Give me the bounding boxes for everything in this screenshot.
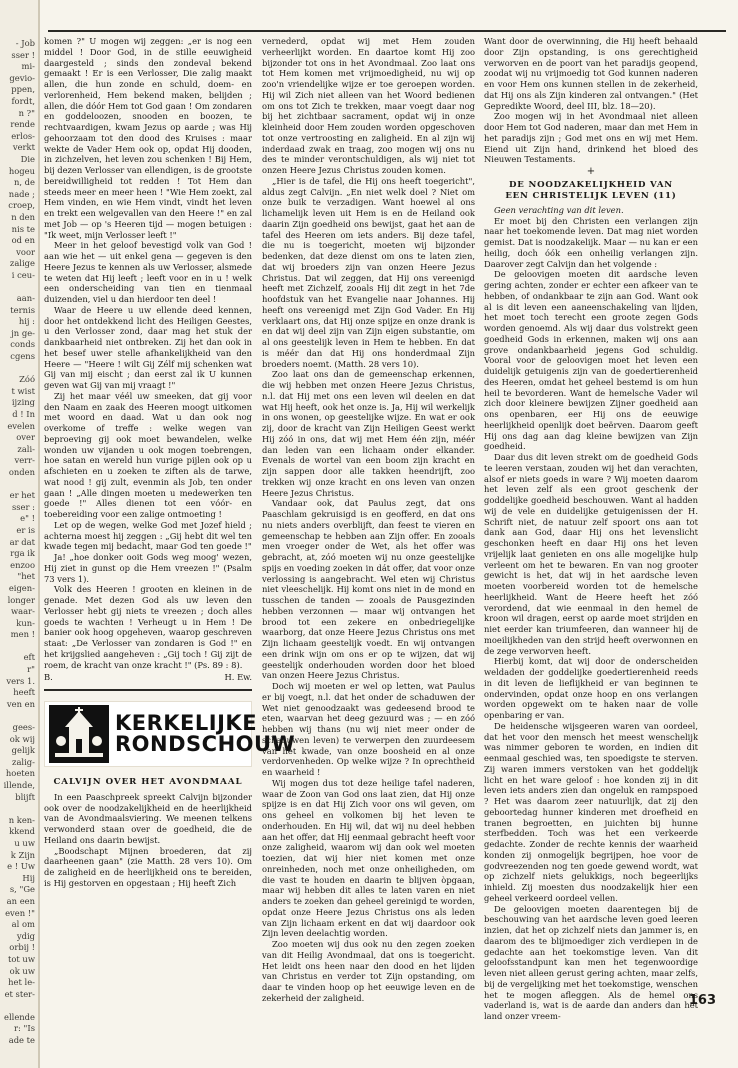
- banner-title-line-2: RONDSCHOUW: [115, 732, 296, 756]
- spine-line: s, "Ge: [9, 884, 35, 895]
- spine-line: "het: [17, 571, 35, 582]
- spine-line: verr-: [14, 455, 35, 466]
- spine-line: [0, 363, 35, 375]
- spine-line: er is: [16, 524, 35, 535]
- spine-line: zalige: [9, 258, 35, 269]
- column-2: [262, 36, 475, 1031]
- spine-line: r": [27, 664, 35, 675]
- paragraph: „Boodschapt Mijnen broederen, dat zij daarheenen gaan" (zie Matth. 28 vers 10). Om de zaligheid en de heerlijkheid ons te bereiden, is Hij gestorven en opgestaan ; Hij heeft Zich: [44, 845, 252, 888]
- spine-line: - Job: [15, 38, 35, 48]
- spine-line: ven en: [6, 698, 35, 709]
- spine-line: rga ik: [10, 548, 35, 559]
- spine-line: gevio-: [9, 72, 35, 83]
- church-logo-icon: [49, 705, 109, 763]
- spine-line: verkt: [12, 142, 35, 153]
- spine-line: men !: [10, 629, 35, 640]
- spine-line: Hij: [22, 872, 35, 883]
- spine-line: enzoo: [10, 559, 35, 570]
- spine-line: ok wij: [9, 733, 35, 744]
- spine-line: hogeu: [8, 165, 35, 176]
- spine-line: longer: [7, 594, 35, 605]
- paragraph: Er moet bij den Christen een verlangen zijn naar het toekomende leven. Dat mag niet worden gemist. Dat is noodzakelijk. Maar — nu kan er een heilig, doch óók een onheilig verlangen zijn. Daarover zegt Calvijn dan het volgende :: [484, 215, 698, 269]
- spine-line: i ceu-: [11, 269, 35, 280]
- spine-line: zalig-: [12, 756, 35, 767]
- spine-line: evelen: [7, 420, 35, 431]
- paragraph: Zoo mogen wij in het Avondmaal niet alleen door Hem tot God naderen, maar dan met Hem in het paradijs zijn ; God met ons en wij met Hem. Eiend uit Zijn hand, drinkend het bloed des Nieuwen Testaments.: [484, 111, 698, 165]
- signature-line: [44, 672, 252, 683]
- paragraph: Volk des Heeren ! grooten en kleinen in de genade. Met dezen God als uw leven den Verlosser hebt gij niets te vreezen ; doch alles goeds te wachten ! Verheugt u in Hem ! De banier ook hoog opgeheven, waarop geschreven staat: „De Verlosser van zondaren is God !" en het krijgslied aangeheven : „Gij toch ! Gij zijt de roem, de kracht van onze kracht !" (Ps. 89 : 8).: [44, 584, 252, 670]
- paragraph: Let op de wegen, welke God met Jozef hield ; achterna moest hij zeggen : „Gij hebt dit wel ten kwade tegen mij bedacht, maar God ten goede !": [44, 519, 252, 552]
- spine-line: od en: [11, 235, 35, 246]
- spine-line: vers 1.: [6, 675, 35, 686]
- spine-line: [0, 641, 35, 653]
- spine-line: gees-: [12, 722, 35, 733]
- spine-line: croep,: [8, 200, 35, 211]
- spine-line: kkend: [9, 826, 35, 837]
- spine-line: illende,: [3, 780, 35, 790]
- spine-line: e ! Uw: [7, 861, 35, 872]
- spine-line: orbij !: [9, 942, 35, 953]
- spine-line: ydig: [16, 930, 35, 941]
- spine-line: fordt,: [11, 95, 35, 106]
- spine-line: [0, 710, 35, 722]
- cross-ornament: +: [586, 166, 596, 177]
- spine-line: mi-: [21, 61, 35, 72]
- section-heading: CALVIJN OVER HET AVONDMAAL: [53, 777, 243, 787]
- paragraph: vernederd, opdat wij met Hem zouden verheerlijkt worden. En daartoe komt Hij zoo bijzonder tot ons in het Avondmaal. Zoo laat ons tot Hem komen met vrijmoedigheid, nu wij op zoo'n vriendelijke wijze er toe geroepen worden. Hij wil Zich niet alleen van het Woord bedienen om ons tot Zich te trekken, maar voegt daar nog bij het zichtbaar sacrament, opdat wij in onze kleinheid door Hem zouden worden opgeschoven tot onze vertroosting en zaligheid. En al zijn wij inderdaad zwak en traag, zoo mogen wij ons nu des te minder verontschuldigen, als wij niet tot onzen Heere Jezus Christus zouden komen.: [262, 36, 475, 175]
- paragraph: Vandaar ook, dat Paulus zegt, dat ons Paaschlam gekruisigd is en geofferd, en dat ons nu niets anders overblijft, dan feest te vieren en gemeenschap te hebben aan Zijn offer. En zooals men vroeger onder de Wet, als het offer was gebracht, at, zóó moeten wij nu onze geestelijke spijs en voeding zoeken in dát offer, dat voor onze verlossing is aangebracht. Wel eten wij Christus niet vleeschelijk. Hij komt ons niet in de mond en tusschen de tanden — zooals de Pausgezinden hebben verzonnen — maar wij ontvangen het brood tot een zekere en onbedriegelijke waarborg, dat onze Heere Jezus Christus ons met Zijn lichaam geestelijk voedt. En wij ontvangen een drink wijn om ons er op te wijzen, dat wij geestelijk onderhouden worden door het bloed van onzen Heere Jezus Christus.: [262, 498, 475, 681]
- spine-line: jn ge-: [11, 327, 35, 338]
- spine-line: t wist: [11, 385, 35, 396]
- spine-line: [0, 803, 35, 815]
- spine-line: u uw: [14, 837, 35, 848]
- spine-line: cgens: [10, 351, 35, 362]
- spine-line: conds: [10, 339, 35, 350]
- paragraph: Zij het maar véél uw smeeken, dat gij voor den Naam en zaak des Heeren moogt uitkomen met woord en daad. Wat u dan ook nog overkome of treffe : welke wegen van beproeving gij ook moet bewandelen, welke wonden uw vijanden u ook mogen toebrengen, hoe satan en wereld hun vurige pijlen ook op u afschieten en u zoeken te ziften als de tarwe, wat nood ! gij zult, evenmin als Job, ten onder gaan ! „Alle dingen moeten u medewerken ten goede !" Alles dienen tot een vóór- en toebereiding voor een zalige ontmoeting !: [44, 390, 252, 519]
- spine-line: [0, 479, 35, 491]
- spine-text: [0, 0, 38, 1047]
- paragraph: „Hier is de tafel, die Hij ons heeft toegericht", aldus zegt Calvijn. „En niet welk doel ? Niet om onze buik te verzadigen. Want hoewel al ons lichamelijk leven uit Hem is en de Heiland ook daarin Zijn goedheid ons bewijst, gaat het aan de tafel des Heeren om iets anders. Bij deze tafel, die nu is toegericht, moeten wij bijzonder bedenken, dat deze dienst om ons te laten zien, dat wij broeders zijn van onzen Heere Jezus Christus. Dat wil zeggen, dat Hij ons vereenigd heeft met Zichzelf, zooals Hij dit zegt in het 7de hoofdstuk van het Evangelie naar Johannes. Hij heeft ons vereenigd met Zijn God Vader. En Hij verklaart ons, dat Hij onze spijze en onze drank is en dat wij deel zijn van Zijn eigen substantie, om al ons geestelijk leven in Hem te hebben. En dat is méér dan dat Hij ons honderdmaal Zijn broeders noemt. (Matth. 28 vers 10).: [262, 175, 475, 369]
- spine-line: n ken-: [8, 814, 35, 825]
- paragraph: Daar dus dit leven strekt om de goedheid Gods te leeren verstaan, zouden wij het dan verachten, alsof er niets goeds in ware ? Wij moeten daarom het leven zelf als een groot geschenk der goddelijke goedheid beschouwen. Want al hadden wij de vele en duidelijke getuigenissen der H. Schrift niet, de natuur zelf spoort ons aan tot dank aan God, daar Hij ons het levenslicht geschonken heeft en daar Hij ons het leven vrijelijk laat genieten en ons alle mogelijke hulp verleent om het te bewaren. En van nog grooter gewicht is het, dat wij in het aardsche leven moeten voorbereid worden tot de hemelsche heerlijkheid. Want de Heere heeft het zóó verordend, dat wie eenmaal in den hemel de kroon wil dragen, eerst op aarde moet strijden en niet eerder kan triumfeeren, dan wanneer hij de moeilijkheden van den strijd heeft overwonnen en de zege verworven heeft.: [484, 452, 698, 656]
- paragraph: Want door de overwinning, die Hij heeft behaald door Zijn opstanding, is ons gerechtigheid verworven en de poort van het paradijs geopend, zoodat wij nu vrijmoedig tot God kunnen naderen en voor Hem ons kunnen stellen in de zekerheid, dat Hij ons als Zijn kinderen zal ontvangen." (Het Gepredikte Woord, deel III, blz. 18—20).: [484, 36, 698, 111]
- spine-line: tot uw: [8, 953, 35, 964]
- spine-line: ijzing: [11, 397, 35, 408]
- spine-line: et ster-: [4, 988, 35, 999]
- column-1: [44, 36, 296, 1031]
- spine-line: nade ;: [8, 188, 35, 199]
- spine-line: voor: [16, 246, 35, 257]
- spine-line: an een: [6, 895, 35, 906]
- spine-line: zali-: [17, 443, 35, 454]
- spine-line: ellende: [4, 1011, 35, 1022]
- spine-line: k Zijn: [10, 849, 35, 860]
- signature-left: B.: [44, 672, 53, 683]
- banner-title-line-1: KERKELIJKE: [115, 711, 258, 735]
- paragraph: Waar de Heere u uw ellende deed kennen, door het ontdekkend licht des Heiligen Geestes, u den Verlosser zond, daar mag het stuk der dankbaarheid niet ontbreken. Zij het dan ook in het besef uwer stelle afhankelijkheid van den Heere — "Heere ! wilt Gij Zélf mij schenken wat Gij van mij eischt ; dan eerst zal ik U kunnen geven wat Gij van mij vraagt !": [44, 304, 252, 390]
- spine-line: even !": [5, 907, 35, 918]
- top-rule: [48, 30, 726, 32]
- paragraph: Doch wij moeten er wel op letten, wat Paulus er bij voegt, n.l. dat het onder de schaduwen der Wet niet genoodzaakt was gedeesend brood te eten, waarvan het deeg gezuurd was ; — en zóó hebben wij thans (nu wij niet meer onder de schaduwen leven) te verwerpen den zuurdeesem van het kwade, van onze boosheid en al onze verdorvenheden. Op welke wijze ? In oprechtheid en waarheid !: [262, 681, 475, 777]
- paragraph: Hierbij komt, dat wij door de onderscheiden weldaden der goddelijke goedertierenheid reeds in dit leven de lieflijkheid er van beginnen te ondervinden, opdat onze hoop en ons verlangen worden opgewekt om te haken naar de volle openbaring er van.: [484, 656, 698, 720]
- paragraph: Zoo laat ons dan de gemeenschap erkennen, die wij hebben met onzen Heere Jezus Christus, n.l. dat Hij met ons een leven wil deelen en dat wat Hij heeft, ook het onze is. Ja, Hij wil werkelijk in ons wonen, op geestelijke wijze. En wat er ook zij, door de kracht van Zijn Heiligen Geest werkt Hij zóó in ons, dat wij met Hem één zijn, méér dan leden van een lichaam onder elkander. Evenals de wortel van een boom zijn kracht en zijn sappen door alle takken heendrijft, zoo trekken wij onze kracht en ons leven van onzen Heere Jezus Christus.: [262, 369, 475, 498]
- spine-line: eigen-: [8, 582, 35, 593]
- spine-line: [0, 281, 35, 293]
- spine-line: over: [16, 432, 35, 443]
- spine-line: sser !: [11, 49, 35, 60]
- spine-line: erlos-: [11, 130, 35, 141]
- spine-line: d ! In: [12, 409, 35, 419]
- spine-line: [0, 1000, 35, 1012]
- section-heading-line-2: EEN CHRISTELIJK LEVEN (11): [505, 190, 677, 201]
- paragraph: In een Paaschpreek spreekt Calvijn bijzonder ook over de noodzakelijkheid en de heerlijkheid van de Avondmaalsviering. We meenen telkens verwonderd staan over de goedheid, die de Heiland ons daarin bewijst.: [44, 791, 252, 845]
- section-heading-line-1: DE NOODZAKELIJKHEID VAN: [509, 179, 673, 190]
- spine-line: sser :: [11, 501, 35, 512]
- spine-line: kun-: [16, 617, 35, 628]
- paragraph: Meer in het geloof bevestigd volk van God ! aan wie het — uit enkel gena — gegeven is den Heere Jezus te kennen als uw Verlosser, alsmede te weten dat Hij leeft ; leeft voor en in u ! welk een onderscheiding van tien en tienmaal duizenden, viel u dan hierdoor ten deel !: [44, 240, 252, 304]
- signature-right: H. Ew.: [224, 672, 252, 683]
- spine-line: blijft: [15, 791, 35, 802]
- spine-line: hoeten: [5, 768, 35, 779]
- column-3: [484, 36, 698, 1031]
- spine-line: n den: [11, 211, 35, 222]
- spine-line: er het: [9, 490, 35, 501]
- paragraph: Wij mogen dus tot deze heilige tafel naderen, waar de Zoon van God ons laat zien, dat Hij onze spijze is en dat Hij Zich voor ons wil geven, om ons geheel en volkomen bij het leven te onderhouden. En Hij wil, dat wij nu deel hebben aan het offer, dat Hij eenmaal gebracht heeft voor onze zaligheid, waarom wij dan ook wel moeten toezien, dat wij hier niet komen met onze onreinheden, noch met onze onheiligheden, om die vast te houden en daarin te blijven òpgaan, maar wij hebben dit alles te laten varen en niet anders te zoeken dan geheel gereinigd te worden, opdat onze Heere Jezus Christus ons als leden van Zijn lichaam erkent en dat wij daardoor ook Zijn leven deelachtig worden.: [262, 777, 475, 939]
- paragraph: Zoo moeten wij dus ook nu den zegen zoeken van dit Heilig Avondmaal, dat ons is toegericht. Het leidt ons heen naar den dood en het lijden van Christus en verder tot Zijn opstanding, om daar te vinden hoop op het eeuwige leven en de zekerheid der zaligheid.: [262, 939, 475, 1003]
- spine-line: Zóó: [19, 374, 35, 385]
- spine-line: Die: [20, 153, 35, 164]
- spine-line: ar dat: [9, 536, 35, 547]
- paragraph: Ja! „hoe donker ooit Gods weg moog' wezen, Hij ziet in gunst op die Hem vreezen !" (Psalm 73 vers 1).: [44, 552, 252, 584]
- spine-line: ok uw: [9, 965, 35, 976]
- spine-line: waar-: [11, 606, 35, 617]
- rondschouw-banner: [44, 701, 296, 767]
- paragraph: De geloovigen moeten daarentegen bij de beschouwing van het aardsche leven goed leeren inzien, dat het op zichzelf niets dan jammer is, en daarom des te blijmoediger zich verdiepen in de gedachte aan het toekomstige leven. Van dit geloofsstandpunt kan men het tegenwoordige leven niet alleen gerust gering achten, maar zelfs, bij de vergelijking met het toekomstige, wenschen het te mogen afleggen. Als de hemel ons vaderland is, wat is de aarde dan anders dan het land onzer vreem-: [484, 903, 698, 1021]
- spine-line: ade te: [8, 1035, 35, 1046]
- spine-line: r: "Is: [14, 1023, 35, 1034]
- paragraph: De heidensche wijsgeeren waren van oordeel, dat het voor den mensch het meest wenschelijk was nimmer geboren te worden, en indien dit eenmaal geschied was, ten spoedigste te sterven. Zij waren immers verstoken van het goddelijk licht en het ware geloof : hoe konden zij in dit leven iets anders zien dan ongeluk en rampspoed ? Het was daarom zeer natuurlijk, dat zij den geboortedag hunner kinderen met droefheid en tranen begroetten, en juichten bij hunne sterfbedden. Toch was het een verkeerde gedachte. Zonder de rechte kennis der waarheid konden zij onmogelijk begrijpen, hoe voor de godvreezenden nog ten goede gewend wordt, wat op zichzelf niets gelukkigs, noch begeerlijks inhield. Zij moesten dus noodzakelijk hier een geheel verkeerd oordeel vellen.: [484, 720, 698, 903]
- paragraph: De geloovigen moeten dit aardsche leven gering achten, zonder er echter een afkeer van te hebben, of ondankbaar te zijn aan God. Want ook al is dit leven een aaneenschakeling van lijden, het moet toch terecht een groote zegen Gods worden genoemd. Als wij daar dus volstrekt geen goedheid Gods in erkennen, maken wij ons aan grove ondankbaarheid jegens God schuldig. Vooral voor de geloovigen moet het leven een duidelijk getuigenis zijn van de goedertierenheid des Heeren, omdat het geheel bestemd is om hun heil te bevorderen. Want de hemelsche Vader wil zich door kleinere bewijzen Zijner goedheid aan ons openbaren, eer Hij ons de eeuwige heerlijkheid openlijk doet beërven. Daarom geeft Hij ons dag aan dag kleine bewijzen van Zijn goedheid.: [484, 269, 698, 452]
- adjacent-page-spine: [0, 0, 40, 1068]
- spine-line: hij :: [18, 316, 35, 327]
- spine-line: rende: [10, 119, 35, 130]
- spine-line: onden: [8, 466, 35, 477]
- spine-line: eft: [23, 652, 35, 663]
- spine-line: nis te: [11, 223, 35, 234]
- spine-line: n ?": [18, 107, 35, 118]
- spine-line: aan-: [16, 293, 35, 304]
- spine-line: gelijk: [11, 745, 35, 756]
- paragraph: komen ?" U mogen wij zeggen: „er is nog een middel ! Door God, in de stille eeuwigheid daargesteld ; sinds den zondeval bekend gemaakt ! Er is een Verlosser, Die zalig maakt allen, die hun zonde en schuld, doem- en verlorenheid, Hem bekend maken, belijden ; allen, die dóór Hem tot God gaan ! Om zondaren en goddeloozen, snooden en boozen, te rechtvaardigen, kwam Jezus op aarde ; was Hij gehoorzaam tot den dood des Kruises : maar wekte de Vader Hem ook op, opdat Hij dooden, in zichzelven, het leven zou schenken ! Bij Hem, bij dezen Verlosser van ellendigen, is de grootste bereidwilligheid tot redden ! Tot Hem dan steeds meer en meer heen ! "Wie Hem zoekt, zal Hem vinden, en wie Hem vindt, vindt het leven en trekt een welgevallen van den Heere !" en zal met Job — op 's Heeren tijd — mogen betuigen : "Ik weet, mijn Verlosser leeft !": [44, 36, 253, 240]
- section-subtitle: Geen verachting van dit leven.: [494, 204, 624, 215]
- spine-line: het le-: [8, 977, 35, 988]
- spine-line: ternis: [10, 304, 35, 315]
- section-divider: [44, 689, 252, 691]
- spine-line: heeft: [13, 687, 35, 698]
- page-number: 163: [688, 993, 716, 1008]
- spine-line: al om: [11, 919, 35, 930]
- spine-line: e" !: [20, 513, 35, 524]
- spine-line: n, de: [13, 177, 35, 188]
- newspaper-page: [40, 0, 738, 1068]
- spine-line: ppen,: [11, 84, 35, 95]
